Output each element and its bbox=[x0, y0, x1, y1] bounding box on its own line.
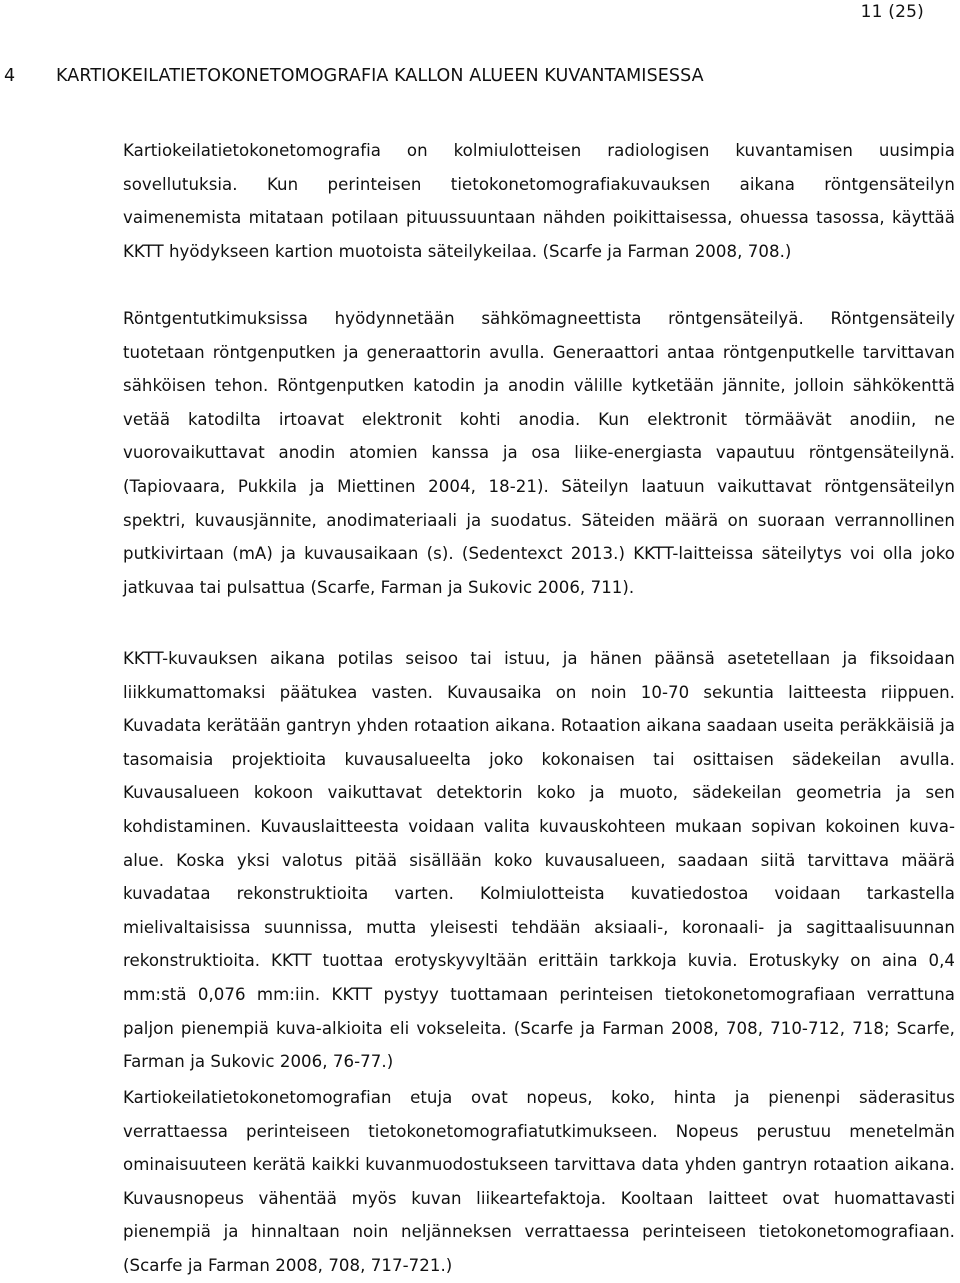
page-number: 11 (25) bbox=[860, 2, 924, 22]
paragraph-1: Kartiokeilatietokonetomografia on kolmiulotteisen radiologisen kuvantamisen uusimpia sovellutuksia. Kun perinteisen tietokonetomografiakuvauksen aikana röntgensäteilyn vaimenemista mitataan potilaan pituussuuntaan nähden poikittaisessa, ohuessa tasossa, käyttää KKTT hyödykseen kartion muotoista säteilykeilaa. (Scarfe ja Farman 2008, 708.) bbox=[123, 141, 955, 261]
chapter-heading bbox=[4, 66, 704, 86]
paragraph-3: KKTT-kuvauksen aikana potilas seisoo tai istuu, ja hänen päänsä asetetellaan ja fiksoidaan liikkumattomaksi päätukea vasten. Kuvausaika on noin 10-70 sekuntia laitteesta riippuen. Kuvadata kerätään gantryn yhden rotaation aikana. Rotaation aikana saadaan useita peräkkäisiä ja tasomaisia projektioita kuvausalueelta joko kokonaisen tai osittaisen sädekeilan avulla. Kuvausalueen kokoon vaikuttavat detektorin koko ja muoto, sädekeilan geometria ja sen kohdistaminen. Kuvauslaitteesta voidaan valita kuvauskohteen mukaan sopivan kokoinen kuva-alue. Koska yksi valotus pitää sisällään koko kuvausalueen, saadaan siitä tarvittava määrä kuvadataa rekonstruktioita varten. Kolmiulotteista kuvatiedostoa voidaan tarkastella mielivaltaisissa suunnissa, mutta yleisesti tehdään aksiaali-, koronaali- ja sagittaalisuunnan rekonstruktioita. KKTT tuottaa erotyskyvyltään erittäin tarkkoja kuvia. Erotuskyky on aina 0,4 mm:stä 0,076 mm:iin. KKTT pystyy tuottamaan perinteisen tietokonetomografiaan verrattuna paljon pienempiä kuva-alkioita eli vokseleita. (Scarfe ja Farman 2008, 708, 710-712, 718; Scarfe, Farman ja Sukovic 2006, 76-77.) bbox=[123, 649, 955, 1072]
chapter-title: KARTIOKEILATIETOKONETOMOGRAFIA KALLON ALUEEN KUVANTAMISESSA bbox=[56, 66, 704, 86]
paragraph-2: Röntgentutkimuksissa hyödynnetään sähkömagneettista röntgensäteilyä. Röntgensäteily tuotetaan röntgenputken ja generaattorin avulla. Generaattori antaa röntgenputkelle tarvittavan sähköisen tehon. Röntgenputken katodin ja anodin välille kytketään jännite, jolloin sähkökenttä vetää katodilta irtoavat elektronit kohti anodia. Kun elektronit törmäävät anodiin, ne vuorovaikuttavat anodin atomien kanssa ja osa liike-energiasta vapautuu röntgensäteilynä. (Tapiovaara, Pukkila ja Miettinen 2004, 18-21). Säteilyn laatuun vaikuttavat röntgensäteilyn spektri, kuvausjännite, anodimateriaali ja suodatus. Säteiden määrä on suoraan verrannollinen putkivirtaan (mA) ja kuvausaikaan (s). (Sedentexct 2013.) KKTT-laitteissa säteilytys voi olla joko jatkuvaa tai pulsattua (Scarfe, Farman ja Sukovic 2006, 711). bbox=[123, 309, 955, 597]
chapter-number: 4 bbox=[4, 66, 16, 86]
paragraph-4: Kartiokeilatietokonetomografian etuja ovat nopeus, koko, hinta ja pienenpi säderasitus verrattaessa perinteiseen tietokonetomografiatutkimukseen. Nopeus perustuu menetelmän ominaisuuteen kerätä kaikki kuvanmuodostukseen tarvittava data yhden gantryn rotaation aikana. Kuvausnopeus vähentää myös kuvan liikeartefaktoja. Kooltaan laitteet ovat huomattavasti pienempiä ja hinnaltaan noin neljänneksen verrattaessa perinteiseen tietokonetomografiaan. (Scarfe ja Farman 2008, 708, 717-721.) bbox=[123, 1088, 955, 1275]
